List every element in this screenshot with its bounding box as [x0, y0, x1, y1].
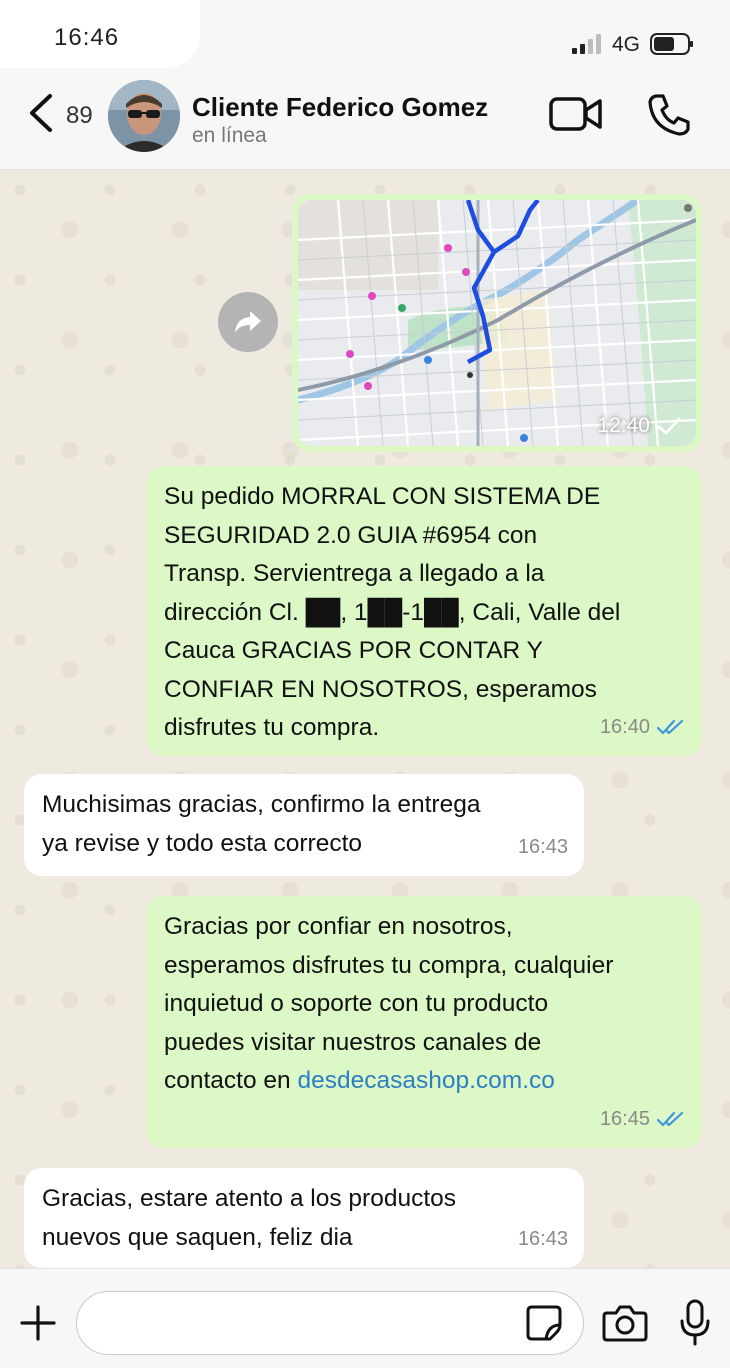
message-line: CONFIAR EN NOSOTROS, esperamos — [164, 675, 597, 703]
message-line-text: contacto en — [164, 1067, 298, 1094]
unread-count[interactable]: 89 — [66, 102, 93, 129]
status-bar — [0, 0, 730, 72]
message-meta — [600, 1100, 686, 1139]
forward-icon — [233, 309, 263, 335]
message-time: 12:40 — [597, 414, 650, 437]
message-line: inquietud o soporte con tu producto — [164, 990, 549, 1017]
message-line: SEGURIDAD 2.0 GUIA #6954 con — [164, 521, 538, 549]
status-time: 16:46 — [54, 24, 120, 51]
read-receipt-icon — [656, 718, 686, 736]
chat-area[interactable] — [0, 170, 730, 1268]
message-line: Muchisimas gracias, confirmo la entrega — [42, 791, 481, 818]
map-graphic — [298, 200, 696, 446]
message-time: 16:43 — [517, 1227, 568, 1250]
outgoing-message[interactable] — [146, 896, 702, 1148]
message-time: 16:45 — [599, 1107, 650, 1130]
incoming-message[interactable] — [24, 774, 584, 876]
battery-icon — [650, 33, 694, 55]
read-receipt-icon — [656, 1110, 686, 1128]
message-line: disfrutes tu compra. — [164, 714, 380, 741]
outgoing-message[interactable] — [146, 466, 702, 756]
message-meta — [600, 708, 686, 747]
message-time: 16:40 — [599, 715, 650, 738]
message-composer — [0, 1268, 730, 1368]
contact-status: en línea — [192, 124, 267, 147]
message-line: dirección Cl. ██, 1██-1██, Cali, Valle del — [164, 598, 621, 626]
message-time: 16:43 — [517, 835, 568, 858]
map-image[interactable] — [298, 200, 696, 446]
message-input[interactable] — [76, 1291, 584, 1355]
back-chevron-icon[interactable] — [24, 90, 58, 136]
video-call-icon[interactable] — [548, 94, 604, 134]
message-line: Su pedido MORRAL CON SISTEMA DE — [164, 483, 601, 510]
chat-header — [0, 72, 730, 170]
contact-name[interactable]: Cliente Federico Gomez — [192, 92, 489, 122]
message-line: Cauca GRACIAS POR CONTAR Y — [164, 637, 543, 664]
message-line: Transp. Servientrega a llegado a la — [164, 560, 545, 587]
signal-strength-icon — [570, 34, 606, 54]
image-message[interactable] — [292, 194, 702, 452]
message-line — [164, 1062, 684, 1101]
message-line: esperamos disfrutes tu compra, cualquier — [164, 951, 614, 979]
message-line: nuevos que saquen, feliz dia — [42, 1223, 353, 1251]
camera-icon[interactable] — [602, 1303, 648, 1343]
message-line: Gracias, estare atento a los productos — [42, 1185, 456, 1212]
message-meta — [518, 828, 568, 867]
incoming-message[interactable] — [24, 1168, 584, 1268]
network-type: 4G — [612, 33, 641, 56]
message-meta — [518, 1220, 568, 1259]
message-line: ya revise y todo esta correcto — [42, 829, 363, 857]
forward-button[interactable] — [218, 292, 278, 352]
sticker-icon[interactable] — [524, 1303, 564, 1343]
message-line: puedes visitar nuestros canales de — [164, 1028, 542, 1056]
message-line: Gracias por confiar en nosotros, — [164, 913, 513, 940]
sent-check-icon — [656, 416, 682, 436]
plus-icon[interactable] — [18, 1303, 58, 1343]
website-link[interactable]: desdecasashop.com.co — [297, 1067, 555, 1094]
microphone-icon[interactable] — [678, 1299, 712, 1347]
avatar[interactable] — [108, 80, 180, 152]
phone-call-icon[interactable] — [646, 92, 692, 138]
